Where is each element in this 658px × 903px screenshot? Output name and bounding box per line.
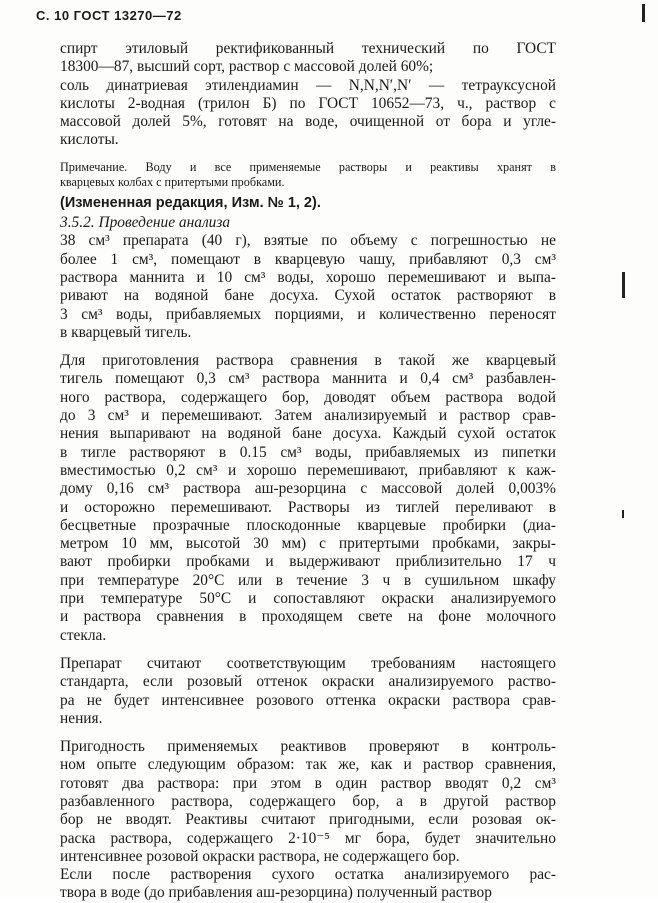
text-line: спирт этиловый ректификованный технический по ГОСТ	[60, 40, 556, 57]
text-line: Препарат считают соответствующим требованиям настоящего	[60, 654, 556, 672]
section-heading: 3.5.2. Проведение анализа	[60, 214, 231, 232]
text-line: ном опыте следующим образом: так же, как и раствор сравнения,	[60, 756, 556, 774]
text-line: ного раствора, содержащего бор, доводят объем раствора водой	[60, 388, 556, 406]
page-header: С. 10 ГОСТ 13270—72	[36, 8, 182, 23]
text-line: 38 см³ препарата (40 г), взятые по объему с погрешностью не	[60, 232, 556, 250]
text-line: до 3 см³ и перемешивают. Затем анализируемый и раствор срав-	[60, 407, 556, 425]
text-line: стандарта, если розовый оттенок окраски анализируемого раство-	[60, 673, 556, 691]
text-line: при температуре 50°С и сопоставляют окраски анализируемого	[60, 590, 556, 608]
text-line: тигель помещают 0,3 см³ раствора маннита и 0,4 см³ разбавлен-	[60, 370, 556, 388]
text-line: раска раствора, содержащего 2·10⁻⁵ мг бора, будет значительно	[60, 829, 556, 847]
text-line: метром 10 мм, высотой 30 мм) с притертыми пробками, закры-	[60, 535, 556, 553]
text-line: твора в воде (до прибавления аш-резорцина) полученный раствор	[60, 884, 492, 902]
text-line: вают пробирки пробками и выдерживают приблизительно 17 ч	[60, 553, 556, 571]
change-notice: (Измененная редакция, Изм. № 1, 2).	[60, 194, 321, 211]
text-line: массовой долей 5%, готовят на воде, очищенной от бора и угле-	[60, 113, 556, 131]
text-line: и раствора сравнения в проходящем свете на фоне молочного	[60, 608, 556, 626]
text-line: бор не вводят. Реактивы считают пригодными, если розовая ок-	[60, 811, 556, 829]
text-line: в кварцевый тигель.	[60, 323, 192, 341]
text-line: при температуре 20°С или в течение 3 ч в сушильном шкафу	[60, 571, 556, 589]
scan-mark	[642, 4, 645, 22]
text-line: 18300—87, высший сорт, раствор с массовой долей 60%;	[60, 58, 434, 76]
text-line: готовят два раствора: при этом в один раствор вводят 0,2 см³	[60, 774, 556, 792]
text-line: Если после растворения сухого остатка анализируемого рас-	[60, 866, 556, 884]
document-body	[60, 40, 556, 903]
note-line: кварцевых колбах с притертыми пробками.	[60, 174, 285, 189]
scan-mark	[622, 510, 624, 518]
text-line: ривают на водяной бане досуха. Сухой остаток растворяют в	[60, 287, 556, 305]
text-line: стекла.	[60, 626, 107, 644]
text-line: Пригодность применяемых реактивов проверяют в контроль-	[60, 738, 556, 756]
text-line: дому 0,16 см³ раствора аш-резорцина с массовой долей 0,003%	[60, 480, 556, 498]
text-line: раствора маннита и 10 см³ воды, хорошо перемешивают и выпа-	[60, 268, 556, 286]
note-line: Примечание. Воду и все применяемые растворы и реактивы хранят в	[60, 159, 556, 174]
text-line: ра не будет интенсивнее розового оттенка окраски раствора срав-	[60, 691, 556, 709]
text-line: в тигле растворяют в 0.15 см³ воды, прибавляемых из пипетки	[60, 443, 556, 461]
text-line: бесцветные прозрачные плоскодонные кварцевые пробирки (диа-	[60, 516, 556, 534]
text-line: и осторожно перемешивают. Растворы из тиглей переливают в	[60, 498, 556, 516]
text-line: нения выпаривают на водяной бане досуха. Каждый сухой остаток	[60, 425, 556, 443]
text-line: Для приготовления раствора сравнения в такой же кварцевый	[60, 352, 556, 370]
text-line: кислоты 2-водная (трилон Б) по ГОСТ 10652—73, ч., раствор с	[60, 94, 556, 112]
text-line: вместимостью 0,2 см³ и хорошо перемешивают, прибавляют к каж-	[60, 461, 556, 479]
text-line: более 1 см³, помещают в кварцевую чашу, прибавляют 0,3 см³	[60, 250, 556, 268]
text-line: нения.	[60, 709, 103, 727]
text-line: разбавленного раствора, содержащего бор, а в другой раствор	[60, 792, 556, 810]
text-line: кислоты.	[60, 131, 119, 149]
text-line: соль динатриевая этилендиамин — N,N,N′,N′ — тетрауксусной	[60, 76, 556, 94]
text-line: 3 см³ воды, прибавляемых порциями, и количественно переносят	[60, 305, 556, 323]
text-line: интенсивнее розовой окраски раствора, не содержащего бор.	[60, 847, 460, 865]
scan-mark	[622, 272, 625, 298]
